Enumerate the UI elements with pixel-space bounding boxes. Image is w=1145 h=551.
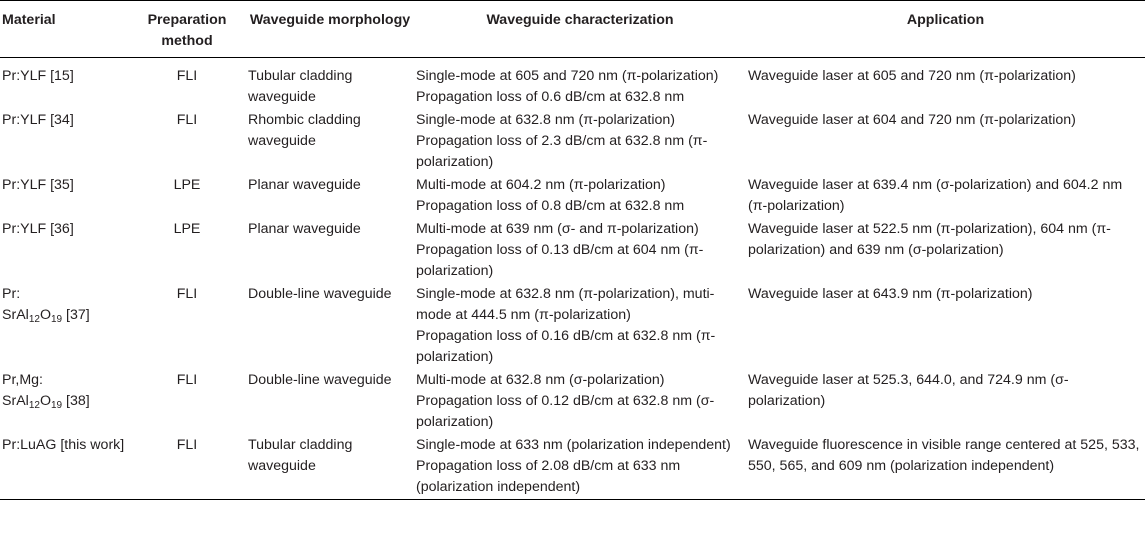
morphology-cell: Planar waveguide bbox=[248, 221, 361, 237]
characterization-line: Multi-mode at 632.8 nm (σ-polarization) bbox=[416, 372, 665, 388]
header-row bbox=[0, 1, 1145, 58]
characterization-line: Single-mode at 632.8 nm (π-polarization) bbox=[416, 112, 675, 128]
morphology-cell: Tubular cladding waveguide bbox=[248, 437, 353, 474]
method-cell: FLI bbox=[176, 437, 198, 453]
characterization-line: Single-mode at 632.8 nm (π-polarization), muti-mode at 444.5 nm (π-polarization) bbox=[416, 286, 715, 323]
material-subscript: 12 bbox=[28, 314, 40, 325]
material-cell bbox=[0, 283, 128, 369]
material-formula-base: SrAl bbox=[2, 393, 29, 409]
material-subscript: 12 bbox=[28, 400, 40, 411]
method-cell: FLI bbox=[176, 68, 198, 84]
table-row bbox=[0, 174, 1145, 218]
characterization-cell bbox=[414, 283, 746, 369]
method-cell: LPE bbox=[173, 177, 201, 193]
table-row bbox=[0, 283, 1145, 369]
morphology-cell: Double-line waveguide bbox=[248, 372, 392, 388]
morphology-cell: Tubular cladding waveguide bbox=[248, 68, 353, 105]
method-cell: LPE bbox=[173, 221, 201, 237]
header-method: Preparation method bbox=[147, 12, 227, 49]
material-cell: Pr:LuAG [this work] bbox=[2, 437, 125, 453]
morphology-cell: Rhombic cladding waveguide bbox=[248, 112, 361, 149]
characterization-cell bbox=[414, 109, 746, 174]
material-reference: [37] bbox=[62, 307, 90, 323]
characterization-line: Propagation loss of 0.16 dB/cm at 632.8 nm (π-polarization) bbox=[416, 328, 716, 365]
application-cell: Waveguide laser at 522.5 nm (π-polarization), 604 nm (π-polarization) and 639 nm (σ-polarization) bbox=[748, 221, 1111, 258]
header-material: Material bbox=[2, 12, 56, 28]
table-row bbox=[0, 434, 1145, 500]
material-reference: [38] bbox=[62, 393, 90, 409]
material-formula-base: SrAl bbox=[2, 307, 29, 323]
application-cell: Waveguide laser at 643.9 nm (π-polarization) bbox=[748, 286, 1033, 302]
header-characterization: Waveguide characterization bbox=[486, 12, 674, 28]
characterization-cell bbox=[414, 218, 746, 283]
material-cell: Pr:YLF [35] bbox=[2, 177, 74, 193]
characterization-line: Multi-mode at 639 nm (σ- and π-polarization) bbox=[416, 221, 699, 237]
method-cell: FLI bbox=[176, 372, 198, 388]
morphology-cell: Double-line waveguide bbox=[248, 286, 392, 302]
table-row bbox=[0, 58, 1145, 110]
characterization-line: Propagation loss of 0.6 dB/cm at 632.8 nm bbox=[416, 89, 685, 105]
characterization-cell bbox=[414, 58, 746, 110]
application-cell: Waveguide laser at 525.3, 644.0, and 724.9 nm (σ-polarization) bbox=[748, 372, 1069, 409]
table-row bbox=[0, 218, 1145, 283]
application-cell: Waveguide laser at 605 and 720 nm (π-polarization) bbox=[748, 68, 1076, 84]
header-morphology: Waveguide morphology bbox=[249, 12, 411, 28]
characterization-cell bbox=[414, 174, 746, 218]
material-cell: Pr:YLF [15] bbox=[2, 68, 74, 84]
morphology-cell: Planar waveguide bbox=[248, 177, 361, 193]
application-cell: Waveguide laser at 639.4 nm (σ-polarization) and 604.2 nm (π-polarization) bbox=[748, 177, 1123, 214]
material-cell: Pr:YLF [36] bbox=[2, 221, 74, 237]
material-prefix: Pr,Mg: bbox=[2, 372, 43, 388]
application-cell: Waveguide laser at 604 and 720 nm (π-polarization) bbox=[748, 112, 1076, 128]
table-row bbox=[0, 109, 1145, 174]
material-formula-base: O bbox=[39, 393, 51, 409]
material-cell bbox=[0, 369, 128, 434]
characterization-line: Propagation loss of 0.12 dB/cm at 632.8 nm (σ-polarization) bbox=[416, 393, 715, 430]
characterization-line: Single-mode at 605 and 720 nm (π-polarization) bbox=[416, 68, 719, 84]
header-application: Application bbox=[906, 12, 985, 28]
table-row bbox=[0, 369, 1145, 434]
characterization-cell bbox=[414, 434, 746, 500]
characterization-cell bbox=[414, 369, 746, 434]
material-cell: Pr:YLF [34] bbox=[2, 112, 74, 128]
characterization-line: Propagation loss of 2.08 dB/cm at 633 nm (polarization independent) bbox=[416, 458, 681, 495]
material-formula-base: O bbox=[39, 307, 51, 323]
material-subscript: 19 bbox=[50, 400, 63, 411]
material-prefix: Pr: bbox=[2, 286, 21, 302]
characterization-line: Propagation loss of 0.13 dB/cm at 604 nm (π-polarization) bbox=[416, 242, 704, 279]
application-cell: Waveguide fluorescence in visible range centered at 525, 533, 550, 565, and 609 nm (polarization independent) bbox=[748, 437, 1140, 474]
method-cell: FLI bbox=[176, 286, 198, 302]
method-cell: FLI bbox=[176, 112, 198, 128]
material-subscript: 19 bbox=[50, 314, 63, 325]
characterization-line: Propagation loss of 0.8 dB/cm at 632.8 nm bbox=[416, 198, 685, 214]
characterization-line: Multi-mode at 604.2 nm (π-polarization) bbox=[416, 177, 666, 193]
characterization-line: Propagation loss of 2.3 dB/cm at 632.8 nm (π-polarization) bbox=[416, 133, 708, 170]
characterization-line: Single-mode at 633 nm (polarization independent) bbox=[416, 437, 731, 453]
